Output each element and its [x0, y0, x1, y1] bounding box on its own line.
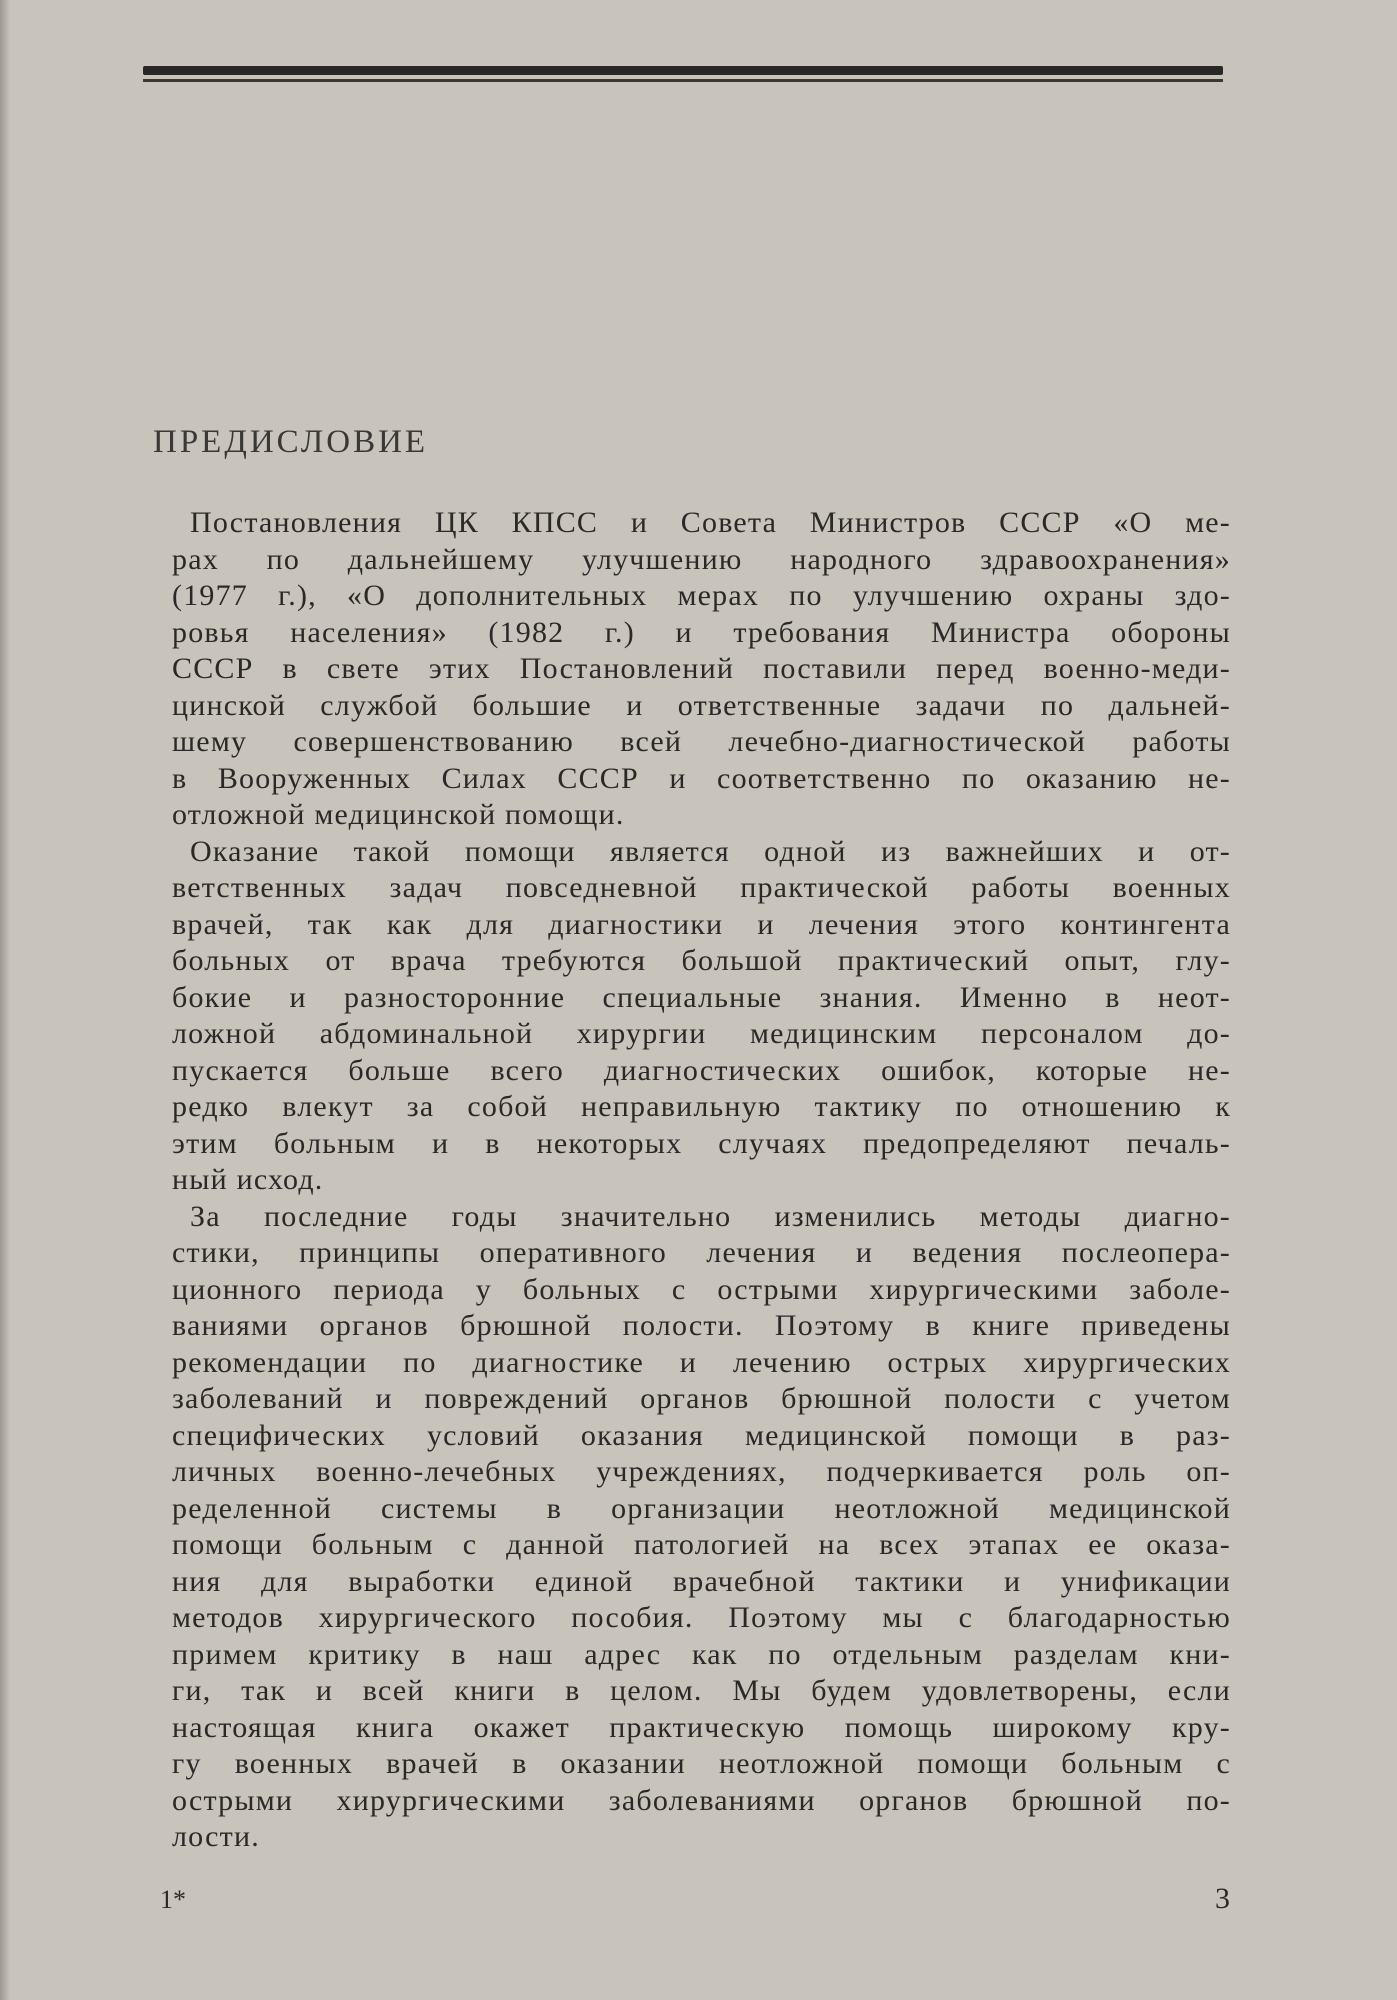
text-line: Постановления ЦК КПСС и Совета Министров СССР «О ме- [190, 506, 1231, 539]
text-line: ния для выработки единой врачебной тактики и унификации [172, 1564, 1231, 1598]
page-heading: ПРЕДИСЛОВИЕ [153, 424, 429, 460]
paragraph [172, 505, 1231, 834]
text-line: врачей, так как для диагностики и лечения этого контингента [172, 907, 1231, 941]
text-line: методов хирургического пособия. Поэтому мы с благодарностью [172, 1601, 1231, 1634]
page-number: 3 [1215, 1882, 1230, 1915]
text-line: лости. [172, 1820, 260, 1853]
top-rule [143, 66, 1223, 75]
body-text [172, 505, 1231, 1856]
text-line: СССР в свете этих Постановлений поставили перед военно-меди- [172, 652, 1231, 685]
text-line: ложной абдоминальной хирургии медицинским персоналом до- [172, 1017, 1231, 1050]
text-line: За последние годы значительно изменились методы диагно- [190, 1199, 1231, 1233]
text-line: ционного периода у больных с острыми хирургическими заболе- [172, 1272, 1231, 1306]
text-line: помощи больным с данной патологией на всех этапах ее оказа- [172, 1528, 1231, 1561]
text-line: (1977 г.), «О дополнительных мерах по улучшению охраны здо- [172, 579, 1231, 612]
text-line: ный исход. [172, 1163, 324, 1196]
text-line: шему совершенствованию всей лечебно-диагностической работы [172, 725, 1231, 758]
paragraph [172, 1199, 1231, 1856]
text-line: заболеваний и повреждений органов брюшной полости с учетом [172, 1382, 1231, 1415]
text-line: рах по дальнейшему улучшению народного здравоохранения» [172, 542, 1231, 576]
text-line: в Вооруженных Силах СССР и соответственно по оказанию не- [172, 761, 1231, 795]
text-line: личных военно-лечебных учреждениях, подчеркивается роль оп- [172, 1455, 1231, 1488]
text-line: ровья населения» (1982 г.) и требования Министра обороны [172, 615, 1231, 649]
text-line: бокие и разносторонние специальные знания. Именно в неот- [172, 980, 1231, 1014]
paragraph [172, 834, 1231, 1199]
text-line: специфических условий оказания медицинской помощи в раз- [172, 1418, 1231, 1452]
text-line: стики, принципы оперативного лечения и ведения послеопера- [172, 1236, 1231, 1269]
text-line: настоящая книга окажет практическую помощь широкому кру- [172, 1710, 1231, 1744]
text-line: цинской службой большие и ответственные задачи по дальней- [172, 688, 1231, 722]
signature-mark: 1* [160, 1885, 186, 1914]
page-edge [0, 0, 10, 2000]
text-line: гу военных врачей в оказании неотложной помощи больным с [172, 1747, 1231, 1780]
text-line: ветственных задач повседневной практической работы военных [172, 871, 1231, 904]
text-line: пускается больше всего диагностических ошибок, которые не- [172, 1053, 1231, 1087]
text-line: этим больным и в некоторых случаях предопределяют печаль- [172, 1126, 1231, 1160]
text-line: Оказание такой помощи является одной из важнейших и от- [190, 834, 1231, 868]
text-line: острыми хирургическими заболеваниями органов брюшной по- [172, 1783, 1231, 1817]
top-rule-thin [143, 79, 1223, 82]
text-line: больных от врача требуются большой практический опыт, глу- [172, 944, 1231, 977]
text-line: ваниями органов брюшной полости. Поэтому в книге приведены [172, 1309, 1231, 1342]
text-line: ределенной системы в организации неотложной медицинской [172, 1491, 1231, 1525]
text-line: ги, так и всей книги в целом. Мы будем удовлетворены, если [172, 1674, 1231, 1707]
text-line: примем критику в наш адрес как по отдельным разделам кни- [172, 1637, 1231, 1671]
text-line: отложной медицинской помощи. [172, 798, 625, 831]
text-line: рекомендации по диагностике и лечению острых хирургических [172, 1345, 1231, 1379]
text-line: редко влекут за собой неправильную тактику по отношению к [172, 1090, 1231, 1123]
